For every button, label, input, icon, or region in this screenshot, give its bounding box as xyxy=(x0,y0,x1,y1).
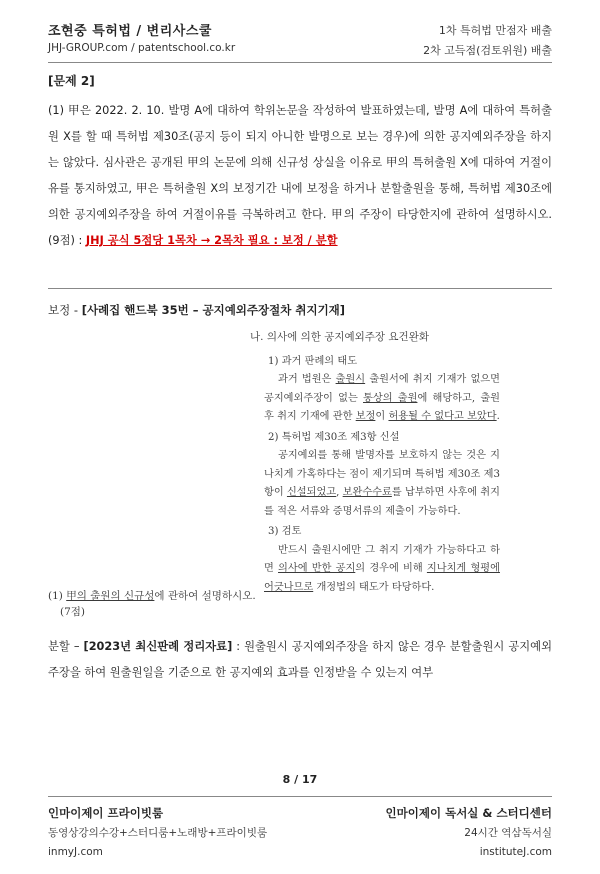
footer-right-desc: 24시간 역삼독서실 xyxy=(464,827,552,839)
section-title: [사례집 핸드북 35번 – 공지예외주장절차 취지기재] xyxy=(81,303,346,317)
scan-sub2: 2) 특허법 제30조 제3항 신설 xyxy=(268,431,400,443)
header-subtitle: JHJ-GROUP.com / patentschool.co.kr xyxy=(48,42,236,54)
footer-divider xyxy=(48,796,552,797)
scan-paragraph1: 과거 법원은 출원시 출원서에 취지 기재가 없으면 공지예외주장이 없는 통상의 출원에 해당하고, 출원 후 취지 기재에 관한 보정이 허용될 수 없다고 보았다. xyxy=(264,374,500,422)
split-prefix: 분할 – xyxy=(48,640,84,653)
footer-right-url: instituteJ.com xyxy=(479,846,552,858)
problem-text: (1) 甲은 2022. 2. 10. 발명 A에 대하여 학위논문을 작성하여 발표하였는데, 발명 A에 대하여 특허출원 X를 할 때 특허법 제30조(공지 등이 되지 아니한 발명으로 보는 경우)에 의한 공지예외주장을 하지는 않았다. 심사관은 공개된 甲의 논문에 의해 신규성 상실을 이유로 甲의 특허출원 X에 대하여 거절이유를 통지하였고, 甲은 특허출원 X의 보정기간 내에 보정을 하거나 분할출원을 통해, 특허법 제30조에 의한 공지예외주장을 하여 거절이유를 극복하려고 한다. 甲의 주장이 타당한지에 관하여 설명하시오. (9점) : xyxy=(48,104,552,247)
scan-heading: 나. 의사에 의한 공지예외주장 요건완화 xyxy=(250,331,429,343)
scan-sub1: 1) 과거 판례의 태도 xyxy=(268,355,358,367)
footer-right-title: 인마이제이 독서실 & 스터디센터 xyxy=(385,806,552,820)
scan-paragraph3: 반드시 출원시에만 그 취지 기재가 가능하다고 하면 의사에 반한 공지의 경우에 비해 지나치게 형평에 어긋나므로 개정법의 태도가 타당하다. xyxy=(264,544,500,593)
split-paragraph xyxy=(48,634,552,686)
footer-left-title: 인마이제이 프라이빗룸 xyxy=(48,806,164,820)
footer-left-desc: 동영상강의수강+스터디룸+노래방+프라이빗룸 xyxy=(48,827,268,839)
problem-body xyxy=(48,98,552,254)
problem-highlight: JHJ 공식 5점당 1목차 → 2목차 필요 : 보정 / 분할 xyxy=(85,234,338,247)
scan-paragraph2: 공지예외를 통해 발명자를 보호하지 않는 것은 지나치게 가혹하다는 점이 제기되며 특허법 제30조 제3항이 신설되었고, 보완수수료를 납부하면 사후에 취지를 적은 서류와 증명서류의 제출이 가능하다. xyxy=(264,450,500,517)
problem-title: [문제 2] xyxy=(48,74,95,88)
header-title: 조현중 특허법 / 변리사스쿨 xyxy=(48,24,212,39)
scan-side-question: (1) 甲의 출원의 신규성에 관하여 설명하시오. xyxy=(48,590,256,602)
section-prefix: 보정 - xyxy=(48,303,82,317)
section-heading xyxy=(48,302,345,318)
header-right-line1: 1차 특허법 만점자 배출 xyxy=(438,24,552,37)
page-number: 8 / 17 xyxy=(282,773,318,786)
header-right-line2: 2차 고득점(검토위원) 배출 xyxy=(423,44,552,57)
header-divider xyxy=(48,62,552,63)
split-body: : 원출원시 공지예외주장을 하지 않은 경우 분할출원시 공지예외주장을 하여 원출원일을 기준으로 한 공지예외 효과를 인정받을 수 있는지 여부 xyxy=(48,640,552,679)
scan-side-points: (7점) xyxy=(60,606,86,618)
split-title: [2023년 최신판례 정리자료] xyxy=(83,640,233,653)
scanned-excerpt xyxy=(250,328,500,624)
footer-left-url: inmyJ.com xyxy=(48,846,103,858)
section-divider xyxy=(48,288,552,289)
scan-sub3: 3) 검토 xyxy=(268,526,302,537)
